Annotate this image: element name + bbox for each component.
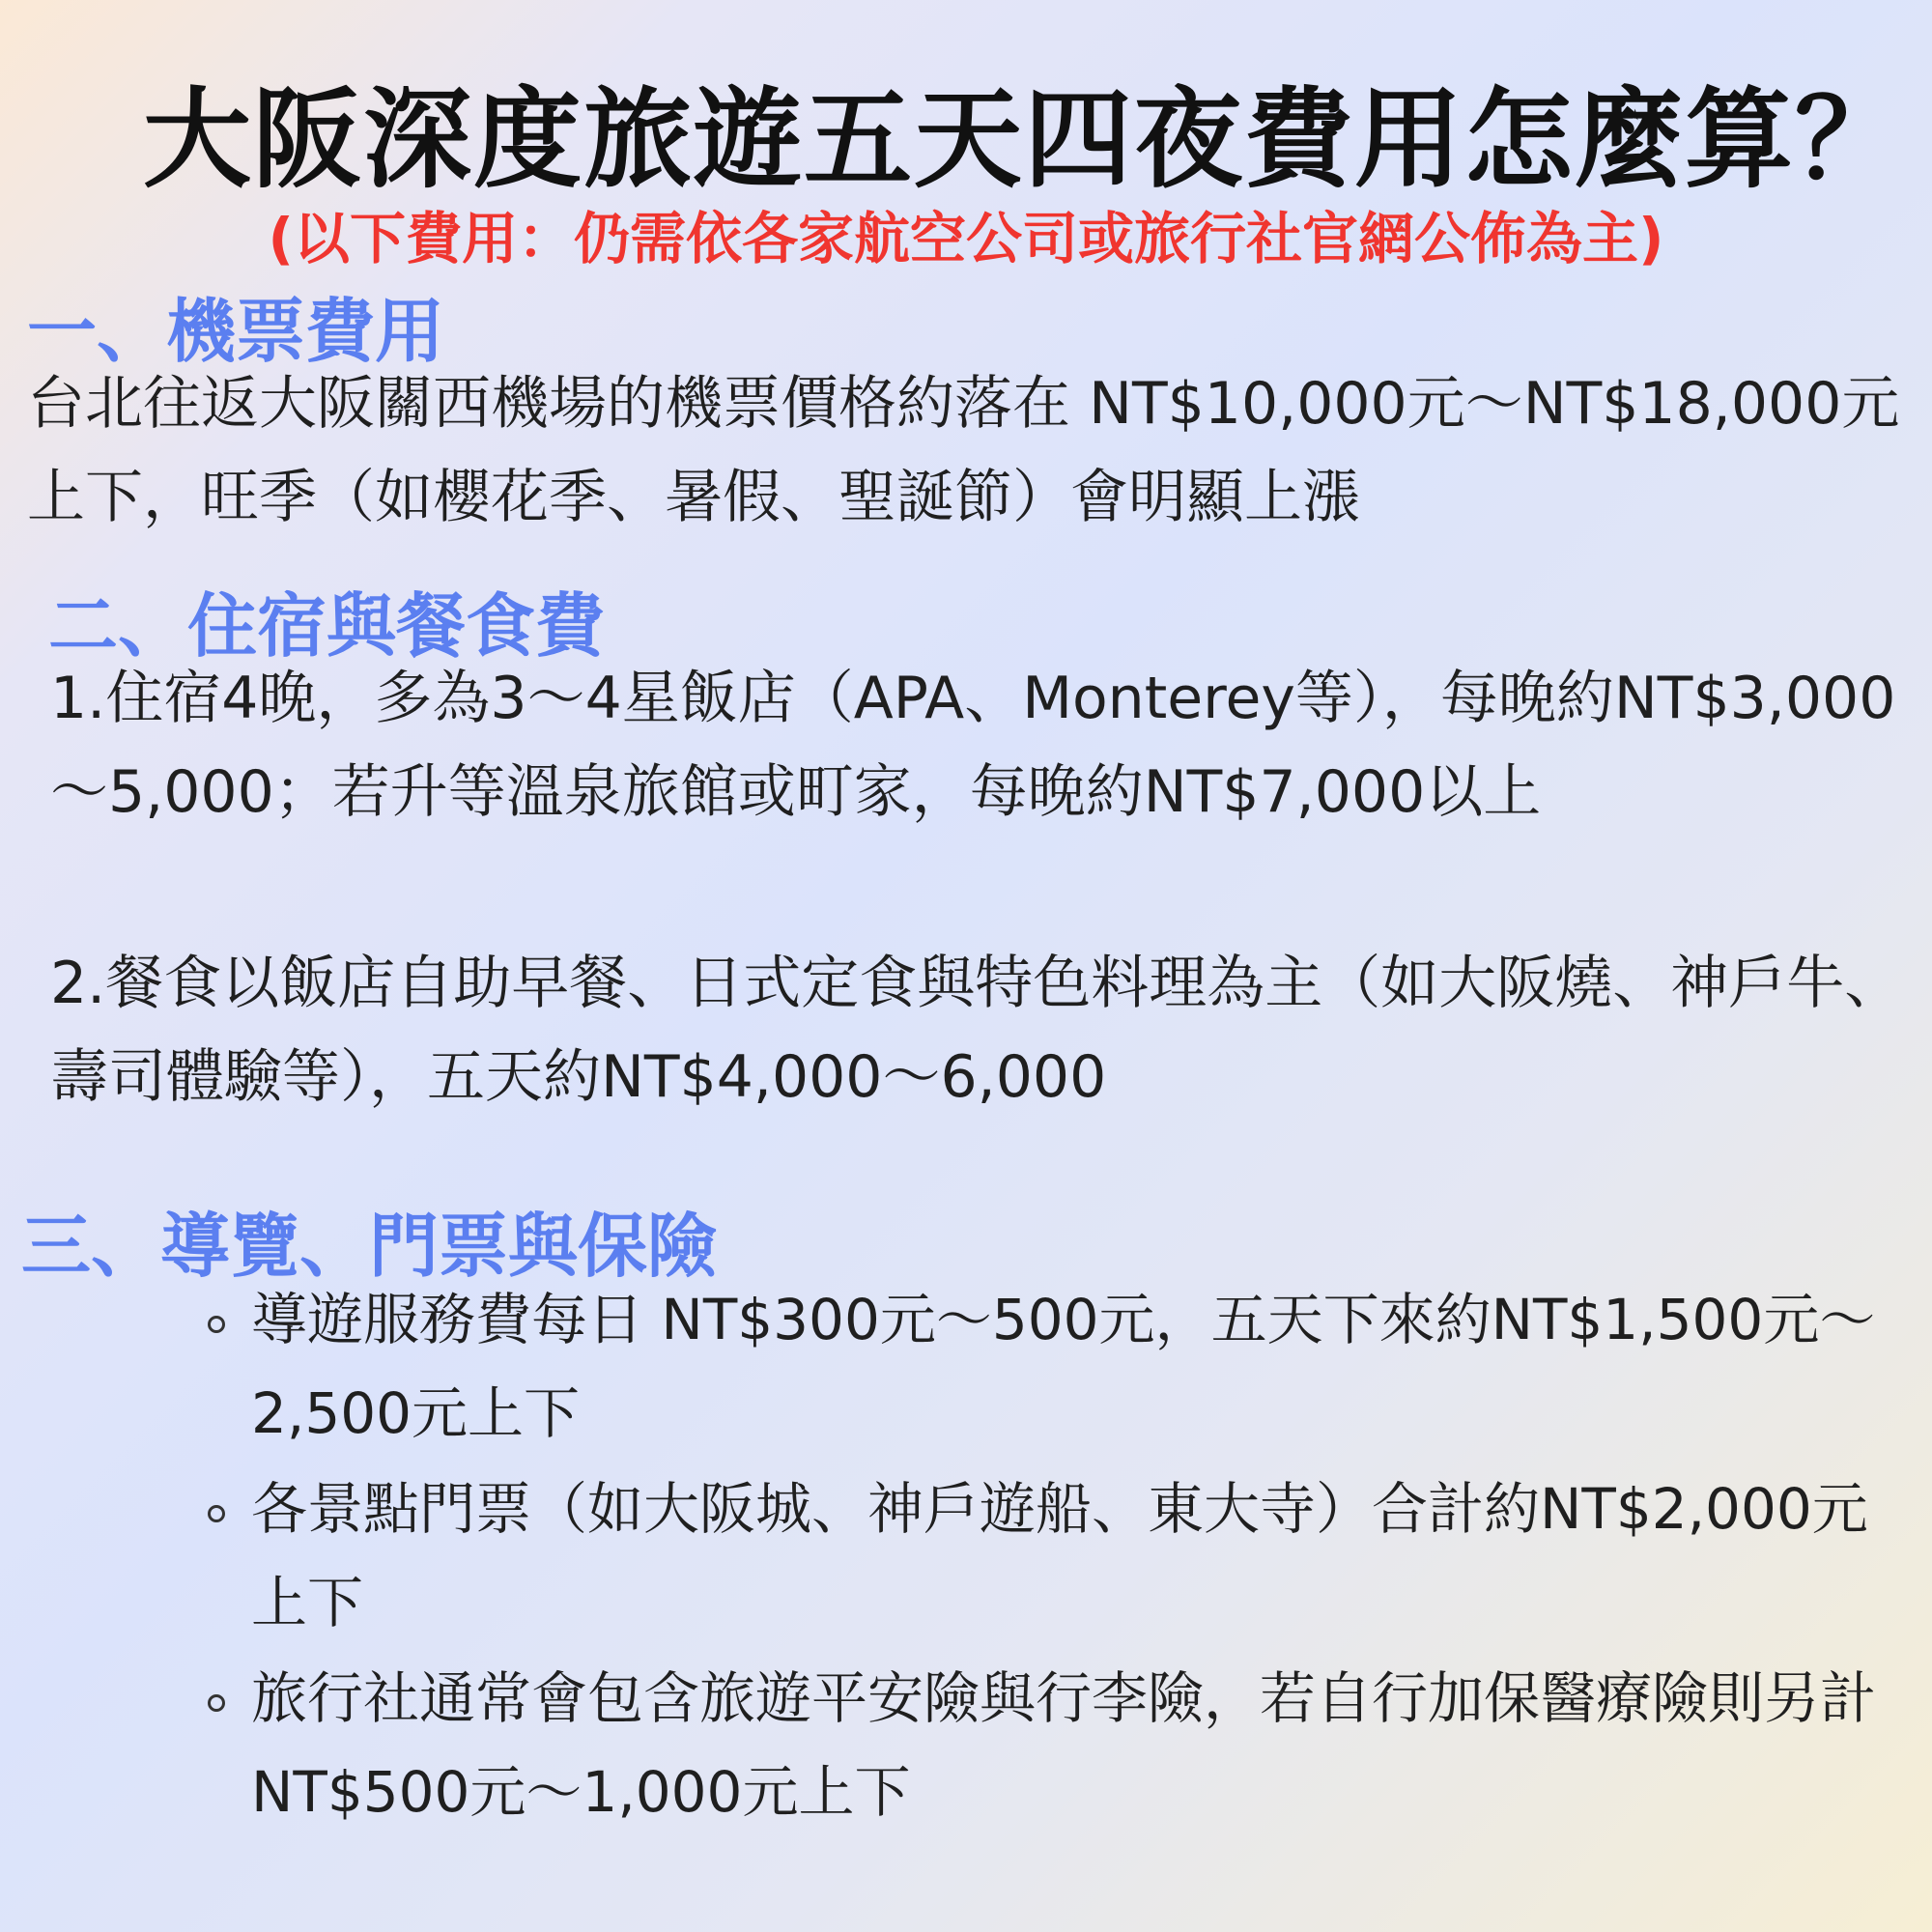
meals-item: 2.餐食以飯店自助早餐、日式定食與特色料理為主（如大阪燒、神戶牛、壽司體驗等），五天約NT$4,000～6,000 — [50, 950, 1903, 1111]
list-item — [203, 1652, 1903, 1839]
tickets-text: 各景點門票（如大阪城、神戶遊船、東大寺）合計約NT$2,000元上下 — [251, 1476, 1868, 1635]
bullet-circle-icon — [208, 1694, 225, 1712]
section-heading-tours-tickets-insurance: 三、導覽、門票與保險 — [21, 1206, 718, 1287]
page-subtitle: (以下費用：仍需依各家航空公司或旅行社官網公佈為主) — [268, 206, 1664, 271]
tours-bullet-list — [203, 1273, 1903, 1841]
lodging-item: 1.住宿4晚，多為3～4星飯店（APA、Monterey等），每晚約NT$3,000～5,000；若升等溫泉旅館或町家，每晚約NT$7,000以上 — [50, 665, 1896, 826]
page-title: 大阪深度旅遊五天四夜費用怎麼算？ — [143, 77, 1905, 203]
bullet-circle-icon — [208, 1505, 225, 1522]
bullet-circle-icon — [208, 1316, 225, 1333]
list-item — [203, 1273, 1903, 1461]
airfare-paragraph: 台北往返大阪關西機場的機票價格約落在 NT$10,000元～NT$18,000元上下，旺季（如櫻花季、暑假、聖誕節）會明顯上漲 — [27, 370, 1900, 531]
insurance-text: 旅行社通常會包含旅遊平安險與行李險，若自行加保醫療險則另計 NT$500元～1,000元上下 — [251, 1665, 1877, 1825]
list-item — [203, 1463, 1903, 1650]
section-heading-lodging-meals: 二、住宿與餐食費 — [48, 585, 606, 667]
section-heading-airfare: 一、機票費用 — [27, 291, 445, 372]
guide-fee-text: 導遊服務費每日 NT$300元～500元，五天下來約NT$1,500元～2,500元上下 — [251, 1287, 1876, 1446]
